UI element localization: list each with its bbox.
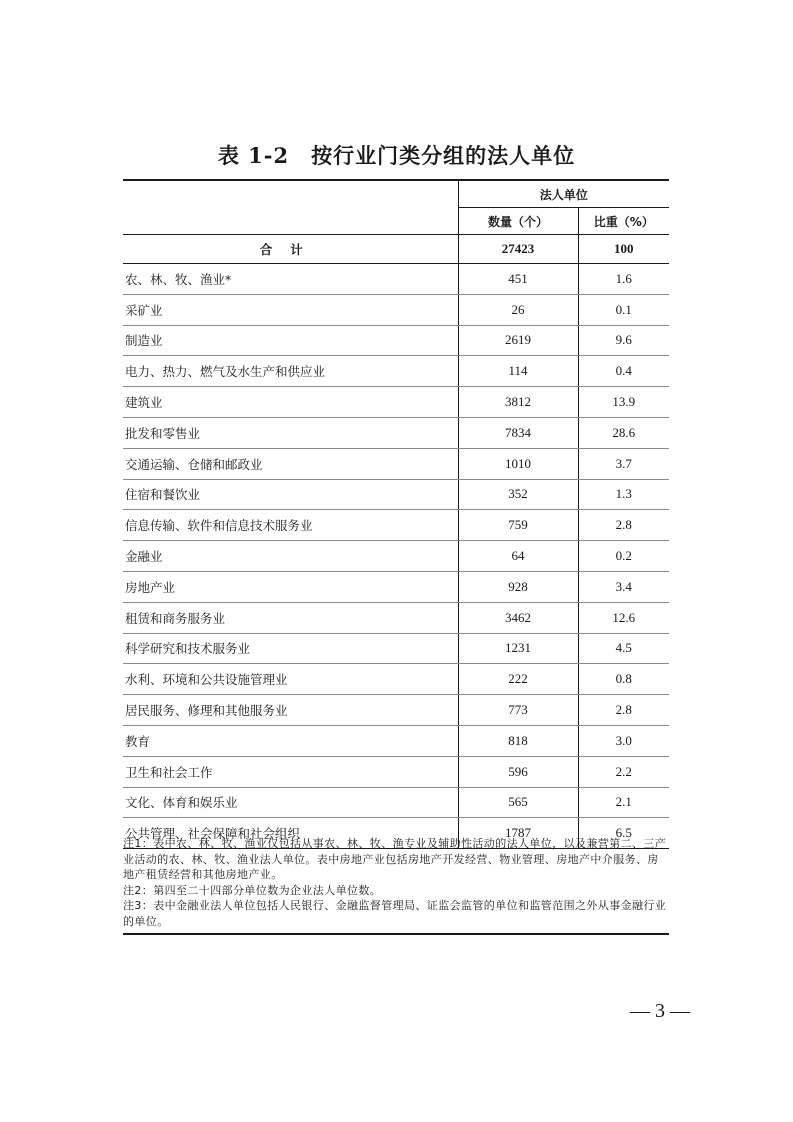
share-cell: 12.6 [578, 602, 669, 633]
count-cell: 928 [458, 571, 578, 602]
table-row [123, 725, 669, 756]
count-cell: 352 [458, 479, 578, 510]
table-title [0, 140, 793, 170]
share-cell: 1.3 [578, 479, 669, 510]
count-cell: 1231 [458, 633, 578, 664]
table-row [123, 602, 669, 633]
share-cell: 4.5 [578, 633, 669, 664]
share-cell: 3.0 [578, 725, 669, 756]
share-cell: 6.5 [578, 818, 669, 849]
table-row [123, 695, 669, 726]
total-row [123, 235, 669, 264]
count-cell: 3812 [458, 387, 578, 418]
count-cell: 7834 [458, 417, 578, 448]
total-label: 合计 [123, 235, 458, 264]
industry-label: 电力、热力、燃气及水生产和供应业 [123, 356, 458, 387]
table-row [123, 756, 669, 787]
share-cell: 2.1 [578, 787, 669, 818]
page-number: — 3 — [630, 1000, 690, 1022]
count-cell: 451 [458, 264, 578, 295]
share-cell: 28.6 [578, 417, 669, 448]
table-number: 表 1-2 [217, 143, 290, 168]
count-cell: 818 [458, 725, 578, 756]
count-cell: 759 [458, 510, 578, 541]
count-cell: 1787 [458, 818, 578, 849]
table-row [123, 387, 669, 418]
header-count: 数量（个） [458, 208, 578, 235]
industry-label: 采矿业 [123, 294, 458, 325]
table-row [123, 294, 669, 325]
share-cell: 0.2 [578, 541, 669, 572]
share-cell: 2.8 [578, 510, 669, 541]
industry-label: 住宿和餐饮业 [123, 479, 458, 510]
table-row [123, 633, 669, 664]
table-row [123, 787, 669, 818]
industry-label: 信息传输、软件和信息技术服务业 [123, 510, 458, 541]
count-cell: 222 [458, 664, 578, 695]
industry-label: 制造业 [123, 325, 458, 356]
industry-label: 科学研究和技术服务业 [123, 633, 458, 664]
table-row [123, 510, 669, 541]
share-cell: 2.2 [578, 756, 669, 787]
table-row [123, 571, 669, 602]
count-cell: 1010 [458, 448, 578, 479]
industry-label: 批发和零售业 [123, 417, 458, 448]
header-share: 比重（%） [578, 208, 669, 235]
table-title-text: 按行业门类分组的法人单位 [311, 143, 576, 168]
table-row [123, 325, 669, 356]
share-cell: 3.7 [578, 448, 669, 479]
share-cell: 1.6 [578, 264, 669, 295]
share-cell: 0.8 [578, 664, 669, 695]
count-cell: 565 [458, 787, 578, 818]
table-row [123, 479, 669, 510]
note-1: 注1：表中农、林、牧、渔业仅包括从事农、林、牧、渔专业及辅助性活动的法人单位，以及兼营第二、三产业活动的农、林、牧、渔业法人单位。表中房地产业包括房地产开发经营、物业管理、房地产中介服务、房地产租赁经营和其他房地产业。 [123, 837, 667, 881]
count-cell: 2619 [458, 325, 578, 356]
table-row [123, 541, 669, 572]
industry-label: 农、林、牧、渔业* [123, 264, 458, 295]
count-cell: 64 [458, 541, 578, 572]
industry-label: 公共管理、社会保障和社会组织 [123, 818, 458, 849]
note-3: 注3：表中金融业法人单位包括人民银行、金融监督管理局、证监会监管的单位和监管范围之外从事金融行业的单位。 [123, 899, 667, 928]
header-row-group [123, 180, 669, 208]
count-cell: 596 [458, 756, 578, 787]
count-cell: 114 [458, 356, 578, 387]
count-cell: 26 [458, 294, 578, 325]
header-empty-cell [123, 180, 458, 235]
industry-label: 水利、环境和公共设施管理业 [123, 664, 458, 695]
total-count: 27423 [458, 235, 578, 264]
share-cell: 13.9 [578, 387, 669, 418]
table-row [123, 356, 669, 387]
share-cell: 0.4 [578, 356, 669, 387]
industry-label: 卫生和社会工作 [123, 756, 458, 787]
industry-label: 建筑业 [123, 387, 458, 418]
industry-label: 教育 [123, 725, 458, 756]
share-cell: 3.4 [578, 571, 669, 602]
industry-label: 房地产业 [123, 571, 458, 602]
note-2: 注2：第四至二十四部分单位数为企业法人单位数。 [123, 883, 382, 897]
industry-label: 文化、体育和娱乐业 [123, 787, 458, 818]
industry-label: 居民服务、修理和其他服务业 [123, 695, 458, 726]
table-row [123, 264, 669, 295]
total-share: 100 [578, 235, 669, 264]
table-notes [123, 836, 669, 935]
header-group-legal-entity: 法人单位 [458, 180, 669, 208]
table-row [123, 448, 669, 479]
table-row [123, 417, 669, 448]
industry-label: 租赁和商务服务业 [123, 602, 458, 633]
industry-label: 交通运输、仓储和邮政业 [123, 448, 458, 479]
table-row [123, 664, 669, 695]
count-cell: 773 [458, 695, 578, 726]
count-cell: 3462 [458, 602, 578, 633]
share-cell: 2.8 [578, 695, 669, 726]
share-cell: 0.1 [578, 294, 669, 325]
legal-entity-table [123, 179, 669, 849]
industry-label: 金融业 [123, 541, 458, 572]
share-cell: 9.6 [578, 325, 669, 356]
